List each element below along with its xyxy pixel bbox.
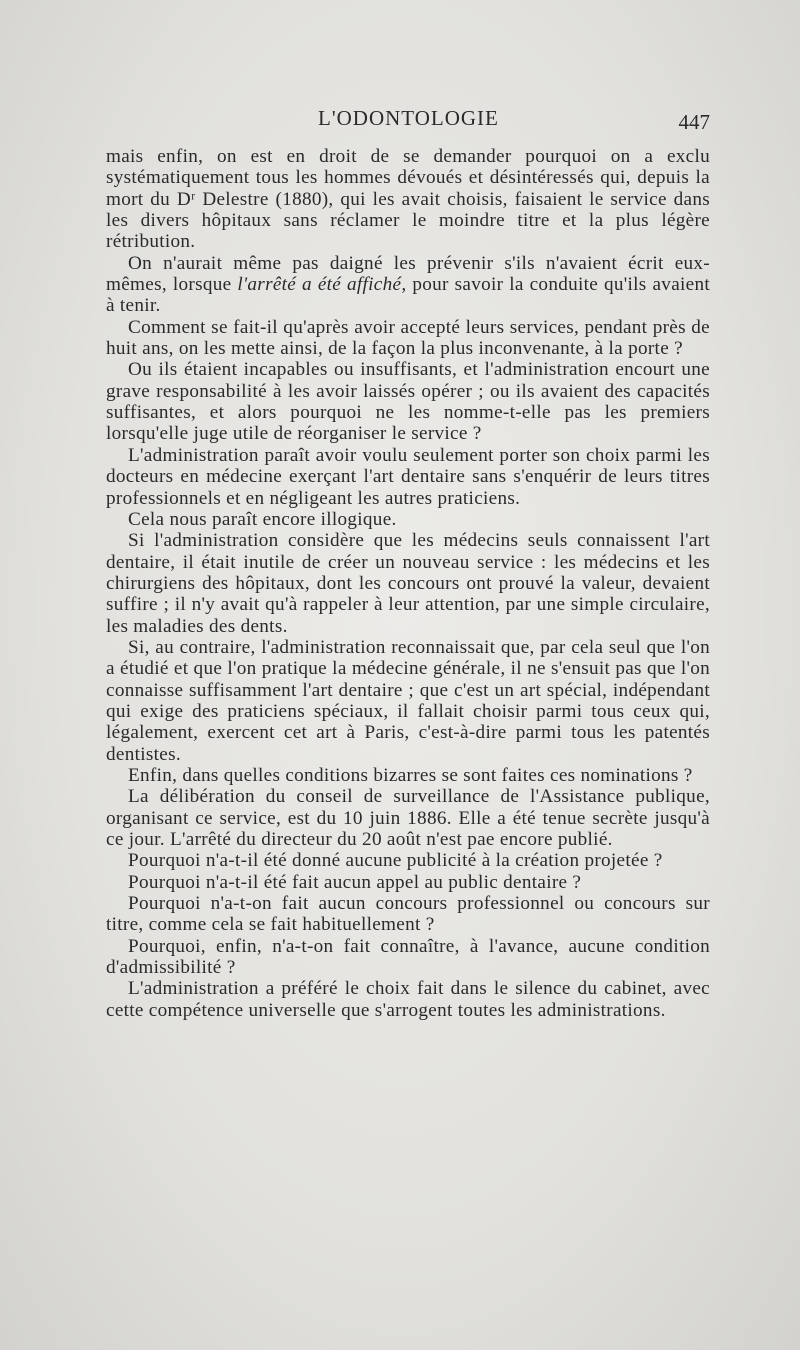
- paragraph: L'administration a préféré le choix fait dans le silence du cabinet, avec cette compétence universelle que s'arrogent toutes les administrations.: [106, 978, 710, 1021]
- paragraph: Si l'administration considère que les médecins seuls connaissent l'art dentaire, il était inutile de créer un nouveau service : les médecins et les chirurgiens des hôpitaux, dont les concours ont prouvé la valeur, devaient suffire ; il n'y avait qu'à rappeler à leur attention, par une simple circulaire, les maladies des dents.: [106, 530, 710, 637]
- paragraph: La délibération du conseil de surveillance de l'Assistance publique, organisant ce service, est du 10 juin 1886. Elle a été tenue secrète jusqu'à ce jour. L'arrêté du directeur du 20 août n'est pae encore publié.: [106, 786, 710, 850]
- paragraph: Pourquoi, enfin, n'a-t-on fait connaître, à l'avance, aucune condition d'admissibilité ?: [106, 935, 710, 979]
- paragraph-text: pour savoir la conduite qu'ils avaient à tenir.: [106, 274, 710, 317]
- paragraph: Enfin, dans quelles conditions bizarres se sont faites ces nominations ?: [128, 764, 693, 786]
- paragraph: mais enfin, on est en droit de se demander pourquoi on a exclu systématiquement tous les hommes dévoués et désintéressés qui, depuis la mort du Dʳ Delestre (1880), qui les avait choisis, faisaient le service dans les divers hôpitaux sans réclamer le moindre titre et la plus légère rétribution.: [106, 146, 710, 253]
- paragraph: [106, 253, 710, 317]
- paragraph: Cela nous paraît encore illogique.: [128, 508, 397, 530]
- paragraph: L'administration paraît avoir voulu seulement porter son choix parmi les docteurs en médecine exerçant l'art dentaire sans s'enquérir de leurs titres professionnels et en négligeant les autres praticiens.: [106, 444, 710, 509]
- paragraph: Pourquoi n'a-t-il été donné aucune publicité à la création projetée ?: [128, 850, 663, 872]
- paragraph: Comment se fait-il qu'après avoir accepté leurs services, pendant près de huit ans, on les mette ainsi, de la façon la plus inconvenante, à la porte ?: [106, 316, 710, 360]
- paragraph-text: On n'aurait même pas daigné les prévenir s'ils n'avaient écrit eux-mêmes, lorsque: [106, 252, 710, 296]
- page-header: [108, 106, 710, 136]
- paragraph: Si, au contraire, l'administration reconnaissait que, par cela seul que l'on a étudié et que l'on pratique la médecine générale, il ne s'ensuit pas que l'on connaisse suffisamment l'art dentaire ; que c'est un art spécial, indépendant qui exige des praticiens spéciaux, il fallait choisir parmi tous ceux qui, légalement, exercent cet art à Paris, c'est-à-dire parmi tous les patentés dentistes.: [106, 636, 710, 765]
- paragraph: Ou ils étaient incapables ou insuffisants, et l'administration encourt une grave responsabilité à les avoir laissés opérer ; ou ils avaient des capacités suffisantes, et alors pourquoi ne les nomme-t-elle pas les premiers lorsqu'elle juge utile de réorganiser le service ?: [106, 359, 710, 445]
- running-title: L'ODONTOLOGIE: [318, 106, 499, 130]
- paragraph: Pourquoi n'a-t-on fait aucun concours professionnel ou concours sur titre, comme cela se fait habituellement ?: [106, 893, 710, 936]
- page-number: 447: [678, 110, 710, 134]
- paragraph: Pourquoi n'a-t-il été fait aucun appel au public dentaire ?: [128, 871, 582, 893]
- body-text: [106, 146, 710, 1021]
- italic-quote: l'arrêté a été affiché,: [237, 274, 407, 296]
